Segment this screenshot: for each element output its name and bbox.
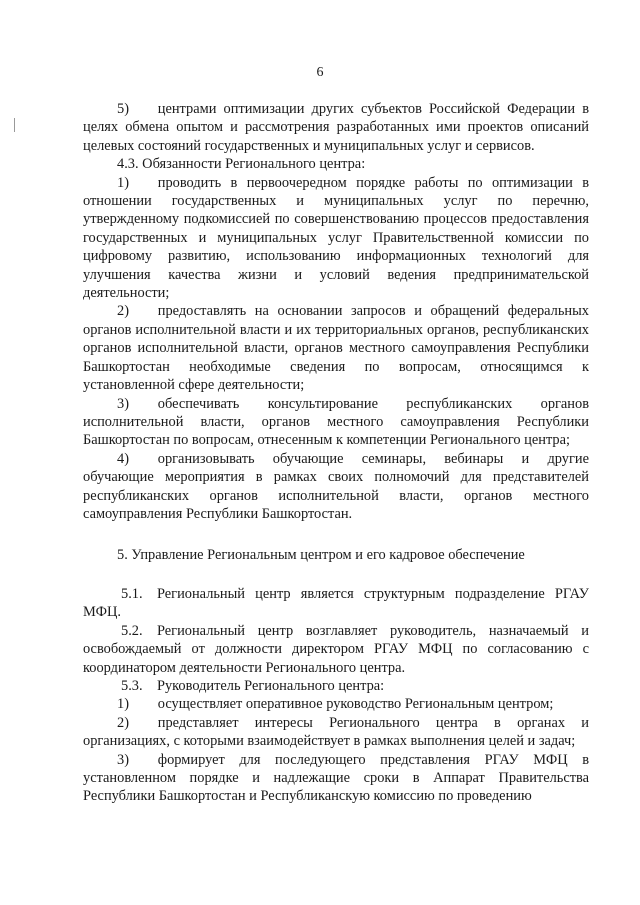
section-5-body — [83, 585, 589, 806]
margin-mark — [14, 118, 15, 132]
duty-4-paragraph: 4) организовывать обучающие семинары, вебинары и другие обучающие мероприятия в рамках своих полномочий для представителей республиканских органов исполнительной власти, органов местного самоуправления Республики Башкортостан. — [83, 450, 589, 522]
duty-3-paragraph: 3) обеспечивать консультирование республиканских органов исполнительной власти, органов местного самоуправления Республики Башкортостан по вопросам, отнесенным к компетенции Регионального центра; — [83, 395, 589, 449]
item-5-paragraph: 5) центрами оптимизации других субъектов Российской Федерации в целях обмена опытом и рассмотрения разработанных ими проектов описаний целевых состояний государственных и муниципальных услуг и сервисов. — [83, 101, 589, 154]
section-5-title: 5. Управление Региональным центром и его кадровое обеспечение — [117, 547, 525, 563]
head-item-2: 2) представляет интересы Регионального центра в органах и организациях, с которыми взаимодействует в рамках выполнения целей и задач; — [83, 714, 589, 750]
paragraph-5-2: 5.2. Региональный центр возглавляет руководитель, назначаемый и освобождаемый от должности директором РГАУ МФЦ по согласованию с координатором деятельности Регионального центра. — [83, 622, 589, 676]
section-5-title-block — [83, 546, 589, 564]
paragraph-5-1: 5.1. Региональный центр является структурным подразделение РГАУ МФЦ. — [83, 586, 589, 621]
paragraph-5-3: 5.3. Руководитель Регионального центра: — [121, 678, 385, 695]
heading-4-3: 4.3. Обязанности Регионального центра: — [117, 156, 366, 173]
page-number: 6 — [316, 65, 324, 80]
head-item-3: 3) формирует для последующего представления РГАУ МФЦ в установленном порядке и надлежащие сроки в Аппарат Правительства Республики Башкортостан и Республиканскую комиссию по проведению — [83, 751, 589, 805]
duty-2-paragraph: 2) предоставлять на основании запросов и обращений федеральных органов исполнительной власти и их территориальных органов, республиканских органов исполнительной власти, органов местного самоуправления Республики Башкортостан необходимые сведения по вопросам, относящимся к установленной сфере деятельности; — [83, 303, 589, 394]
head-item-1: 1) осуществляет оперативное руководство Региональным центром; — [117, 696, 554, 713]
block-duties — [83, 100, 589, 523]
duty-1-paragraph: 1) проводить в первоочередном порядке работы по оптимизации в отношении государственных и муниципальных услуг по перечню, утвержденному подкомиссией по совершенствованию процессов предоставления государственных и муниципальных услуг Правительственной комиссии по цифровому развитию, использованию информационных технологий для улучшения качества жизни и условий ведения предпринимательской деятельности; — [83, 174, 589, 302]
